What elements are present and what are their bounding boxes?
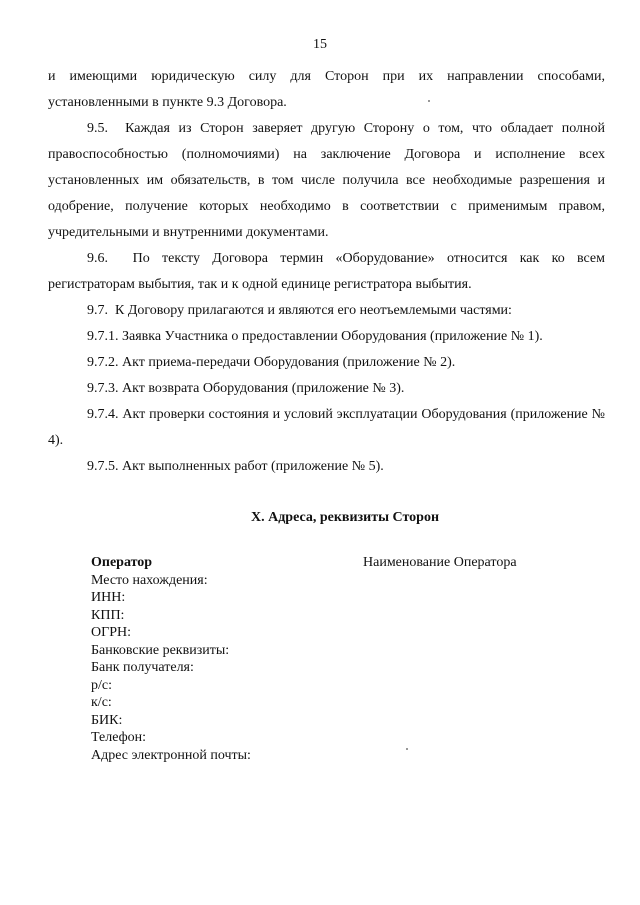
scan-speck	[406, 748, 408, 750]
paragraph-9-7-1: 9.7.1. Заявка Участника о предоставлении Оборудования (приложение № 1).	[87, 329, 543, 344]
field-email: Адрес электронной почты:	[91, 747, 251, 763]
field-location: Место нахождения:	[91, 572, 208, 588]
field-kpp: КПП:	[91, 607, 125, 623]
requisites-block	[91, 554, 571, 764]
document-body	[48, 64, 605, 480]
paragraph-9-6: 9.6. По тексту Договора термин «Оборудование» относится как ко всем регистраторам выбытия, так и к одной единице регистратора выбытия.	[48, 251, 605, 292]
field-inn: ИНН:	[91, 590, 126, 605]
section-title: X. Адреса, реквизиты Сторон	[250, 510, 440, 525]
field-settlement-account: р/с:	[91, 677, 112, 693]
paragraph-9-7-5: 9.7.5. Акт выполненных работ (приложение № 5).	[87, 459, 384, 474]
field-phone: Телефон:	[91, 730, 147, 745]
field-correspondent-account: к/с:	[91, 695, 112, 710]
field-ogrn: ОГРН:	[91, 625, 131, 640]
paragraph-9-7-2: 9.7.2. Акт приема-передачи Оборудования (приложение № 2).	[87, 355, 456, 370]
scan-speck	[428, 100, 430, 102]
field-bik: БИК:	[91, 712, 123, 728]
operator-label: Оператор	[91, 555, 153, 570]
field-bank-details: Банковские реквизиты:	[91, 642, 230, 658]
paragraph-9-7-3: 9.7.3. Акт возврата Оборудования (приложение № 3).	[87, 381, 405, 396]
operator-name: Наименование Оператора	[363, 555, 517, 570]
field-recipient-bank: Банк получателя:	[91, 660, 194, 675]
page-number: 15	[313, 37, 327, 52]
paragraph-9-7-4: 9.7.4. Акт проверки состояния и условий эксплуатации Оборудования (приложение № 4).	[48, 407, 605, 448]
paragraph-9-7: 9.7. К Договору прилагаются и являются его неотъемлемыми частями:	[87, 303, 512, 318]
paragraph-9-5: 9.5. Каждая из Сторон заверяет другую Сторону о том, что обладает полной правоспособностью (полномочиями) на заключение Договора и исполнение всех установленных им обязательств, в том числе получила все необходимые разрешения и одобрение, получение которых необходимо в соответствии с применимым правом, учредительными и внутренними документами.	[48, 121, 605, 240]
paragraph-continuation: и имеющими юридическую силу для Сторон при их направлении способами, установленными в пункте 9.3 Договора.	[48, 69, 605, 110]
